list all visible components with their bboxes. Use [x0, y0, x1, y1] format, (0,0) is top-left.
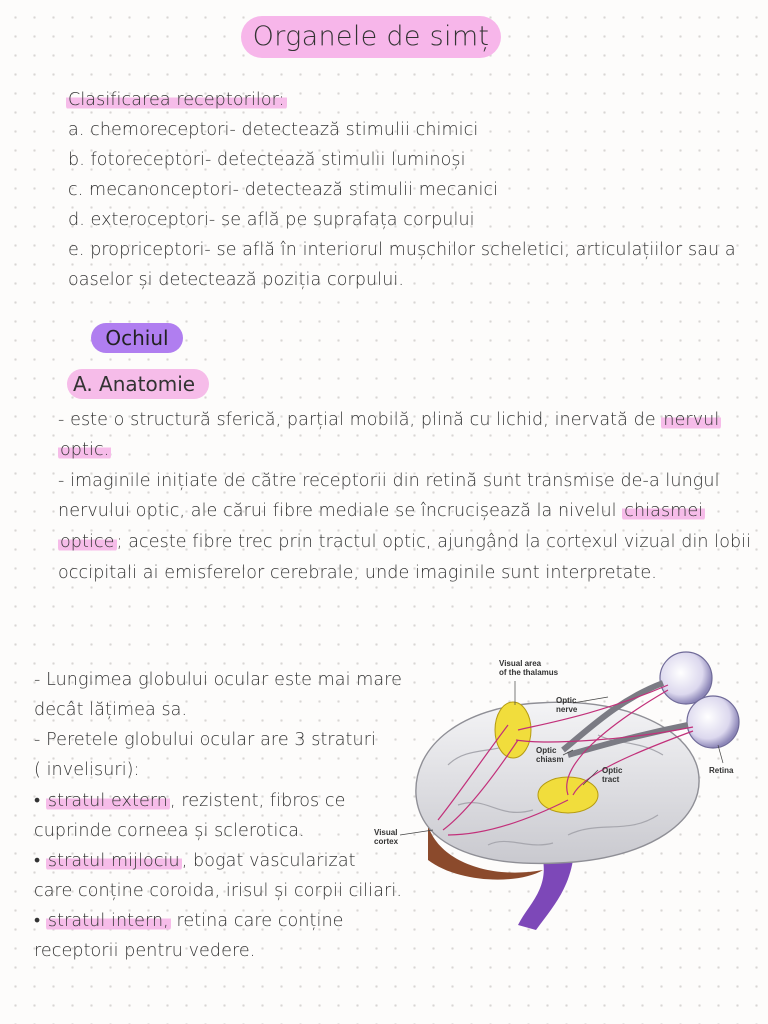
eyeball-upper	[660, 652, 712, 704]
label-text: cortex	[374, 837, 399, 846]
label-text: tract	[602, 775, 620, 784]
anatomy-line-5	[58, 527, 751, 557]
brainstem-shape	[518, 860, 573, 930]
list-item: oaselor și detectează poziția corpului.	[68, 270, 405, 290]
bullet: •	[34, 791, 41, 811]
anatomy-line-6: occipitali ai emisferelor cerebrale, unde imaginile sunt interpretate.	[58, 563, 657, 583]
label-text: Optic	[602, 766, 623, 775]
label-text: of the thalamus	[499, 668, 559, 677]
label-text: nerve	[556, 705, 578, 714]
anatomy-line-3: - imaginile inițiate de către receptorii din retină sunt transmise de-a lungul	[58, 471, 720, 491]
highlight-chiasmei: chiasmei	[624, 501, 704, 521]
classification-heading	[66, 85, 287, 115]
label-text: Optic	[536, 746, 557, 755]
visual-pathway-diagram	[368, 645, 758, 935]
page-title: Organele de simț	[241, 16, 501, 58]
eyeball-line-6: cuprinde corneea și sclerotica.	[34, 821, 305, 841]
eyeball-line-10: receptorii pentru vedere.	[34, 941, 256, 961]
eyeball-line-5	[34, 786, 346, 816]
subsection-heading-anatomie: A. Anatomie	[67, 369, 209, 399]
label-visual-area	[499, 659, 558, 677]
anatomy-line-4	[58, 496, 705, 526]
eyeball-line-1: - Lungimea globului ocular este mai mare	[34, 670, 402, 690]
highlight-stratul-intern: stratul intern,	[47, 911, 169, 931]
eyeball-lower	[687, 696, 739, 748]
highlight-stratul-mijlociu: stratul mijlociu	[47, 851, 180, 871]
eyeball-line-7	[34, 846, 356, 876]
highlight-optic: optic.	[60, 440, 110, 460]
anatomy-line-2	[58, 435, 111, 465]
label-optic-chiasm	[536, 746, 564, 764]
eyeball-text: , bogat vascularizat	[181, 851, 356, 871]
anatomy-text: nervului optic, ale cărui fibre mediale se încrucișează la nivelul	[58, 501, 617, 521]
eyeball-text: , rezistent, fibros ce	[170, 791, 346, 811]
list-item: e. propriceptori- se află în interiorul mușchilor scheletici, articulațiilor sau a	[68, 240, 736, 260]
highlight-stratul-extern: stratul extern	[47, 791, 169, 811]
label-text: chiasm	[536, 755, 564, 764]
eyeball-line-4: ( invelisuri):	[34, 760, 140, 780]
anatomy-text: - este o structură sferică, parțial mobilă, plină cu lichid, inervată de	[58, 410, 656, 430]
eyeball-line-8: care conține coroida, irisul și corpii ciliari.	[34, 881, 402, 901]
label-text: Optic	[556, 696, 577, 705]
bullet: •	[34, 851, 41, 871]
label-text: Visual	[374, 828, 398, 837]
label-text: Visual area	[499, 659, 542, 668]
label-visual-cortex	[374, 828, 398, 846]
list-item: a. chemoreceptori- detectează stimulii chimici	[68, 120, 479, 140]
section-heading-ochiul: Ochiul	[91, 323, 183, 353]
eyeball-line-9	[34, 906, 344, 936]
highlight-optice: optice	[60, 532, 115, 552]
list-item: b. fotoreceptori- detectează stimulii luminoși	[68, 150, 466, 170]
highlight-nervul: nervul	[663, 410, 720, 430]
eyeball-text: retina care conține	[170, 911, 344, 931]
list-item: c. mecanonceptori- detectează stimulii mecanici	[68, 180, 499, 200]
eyeball-line-2: decât lățimea sa.	[34, 700, 188, 720]
anatomy-text: ; aceste fibre trec prin tractul optic, ajungând la cortexul vizual din lobii	[116, 532, 752, 552]
label-retina: Retina	[709, 766, 734, 775]
anatomy-line-1	[58, 405, 721, 435]
classification-heading-text: Clasificarea receptorilor:	[68, 90, 285, 110]
label-optic-tract	[602, 766, 622, 784]
thalamus-nucleus-left	[495, 702, 531, 758]
eyeball-line-3: - Peretele globului ocular are 3 straturi	[34, 730, 376, 750]
list-item: d. exteroceptori- se află pe suprafața corpului	[68, 210, 475, 230]
label-optic-nerve	[556, 696, 577, 714]
bullet: •	[34, 911, 41, 931]
